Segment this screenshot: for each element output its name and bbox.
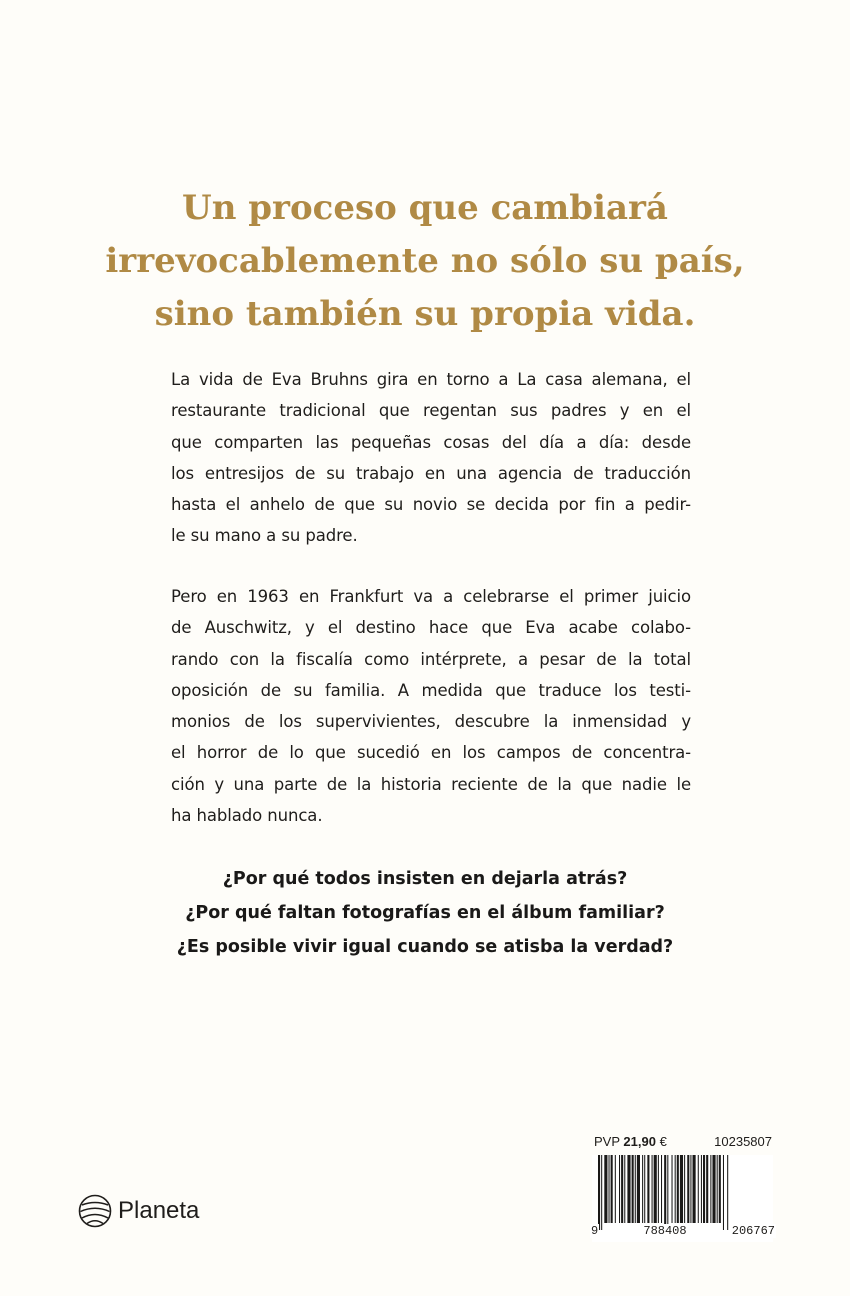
barcode-bar <box>619 1155 620 1223</box>
barcode-bar <box>719 1155 721 1223</box>
barcode-bar <box>642 1155 643 1223</box>
barcode-bar <box>615 1155 616 1223</box>
barcode-bar <box>693 1155 696 1223</box>
barcode-bar <box>710 1155 711 1223</box>
text-line: el horror de lo que sucedió en los campos de concentra- <box>171 743 691 763</box>
barcode-bar <box>635 1155 636 1223</box>
barcode-bars <box>592 1155 773 1230</box>
barcode-bar <box>684 1155 685 1223</box>
text-line: los entresijos de su trabajo en una agencia de traducción <box>171 463 691 483</box>
barcode-bar <box>609 1155 610 1223</box>
question-3: ¿Es posible vivir igual cuando se atisba la verdad? <box>176 937 674 957</box>
text-line: restaurante tradicional que regentan sus padres y en el <box>171 401 691 421</box>
headline-line-2: irrevocablemente no sólo su país, <box>105 241 745 281</box>
text-line: Pero en 1963 en Frankfurt va a celebrarse el primer juicio <box>171 587 691 606</box>
barcode-bar <box>601 1155 602 1230</box>
text-line: rando con la fiscalía como intérprete, a pesar de la total <box>171 649 691 669</box>
barcode-bar <box>727 1155 728 1230</box>
barcode-digit-prefix: 9 <box>591 1224 599 1238</box>
barcode-bar <box>598 1155 600 1230</box>
barcode-bar <box>690 1155 691 1223</box>
barcode-bar <box>698 1155 699 1223</box>
barcode-bar <box>654 1155 657 1223</box>
barcode-bar <box>647 1155 649 1223</box>
barcode-bar <box>632 1155 634 1223</box>
globe-icon <box>78 1194 112 1228</box>
barcode-bar <box>621 1155 623 1223</box>
publisher-logo <box>78 1194 199 1228</box>
question-2: ¿Por qué faltan fotografías en el álbum familiar? <box>185 903 665 923</box>
barcode-bar <box>604 1155 607 1223</box>
question-1: ¿Por qué todos insisten en dejarla atrás? <box>222 869 628 889</box>
price-row <box>594 1134 772 1149</box>
barcode-bar <box>661 1155 662 1223</box>
barcode-bar <box>706 1155 708 1223</box>
barcode-bar <box>703 1155 705 1223</box>
barcode-bar <box>637 1155 640 1223</box>
text-line: de Auschwitz, y el destino hace que Eva acabe colabo- <box>171 618 691 638</box>
barcode-bar <box>611 1155 613 1223</box>
barcode-bar <box>712 1155 715 1223</box>
product-code: 10235807 <box>714 1134 772 1149</box>
synopsis-paragraph-1 <box>171 364 691 552</box>
text-line: monios de los supervivientes, descubre la inmensidad y <box>171 712 691 732</box>
barcode-digits-right: 206767 <box>731 1224 775 1238</box>
text-line: ción y una parte de la historia reciente de la que nadie le <box>171 774 691 794</box>
barcode-bar <box>701 1155 702 1223</box>
barcode-digits <box>590 1224 776 1238</box>
barcode-bar <box>672 1155 673 1223</box>
barcode-bar <box>687 1155 689 1223</box>
text-line: La vida de Eva Bruhns gira en torno a La casa alemana, el <box>171 370 691 389</box>
price-currency: € <box>659 1134 667 1149</box>
barcode-bar <box>717 1155 718 1223</box>
barcode-bar <box>652 1155 653 1223</box>
barcode-bar <box>627 1155 630 1223</box>
barcode-bar <box>664 1155 666 1230</box>
barcode-bar <box>658 1155 659 1223</box>
headline <box>0 182 850 341</box>
barcode-bar <box>680 1155 683 1223</box>
barcode-bar <box>723 1155 724 1230</box>
price-label: PVP <box>594 1134 620 1149</box>
barcode-bar <box>667 1155 668 1230</box>
text-line: hasta el anhelo de que su novio se decida por fin a pedir- <box>171 495 691 515</box>
synopsis-paragraph-2 <box>171 581 691 831</box>
text-line: le su mano a su padre. <box>171 526 358 546</box>
barcode-bar <box>644 1155 645 1223</box>
questions <box>0 862 850 964</box>
text-line: que comparten las pequeñas cosas del día a día: desde <box>171 432 691 452</box>
headline-line-3: sino también su propia vida. <box>154 294 696 334</box>
barcode-bar <box>624 1155 625 1223</box>
text-line: ha hablado nunca. <box>171 806 323 826</box>
text-line: oposición de su familia. A medida que traduce los testi- <box>171 680 691 700</box>
barcode-digits-left: 788408 <box>643 1224 687 1238</box>
barcode-bar <box>675 1155 676 1223</box>
barcode-bar <box>677 1155 679 1223</box>
headline-line-1: Un proceso que cambiará <box>182 188 668 228</box>
price <box>594 1134 667 1149</box>
publisher-name: Planeta <box>118 1197 200 1224</box>
price-amount: 21,90 <box>623 1134 656 1149</box>
